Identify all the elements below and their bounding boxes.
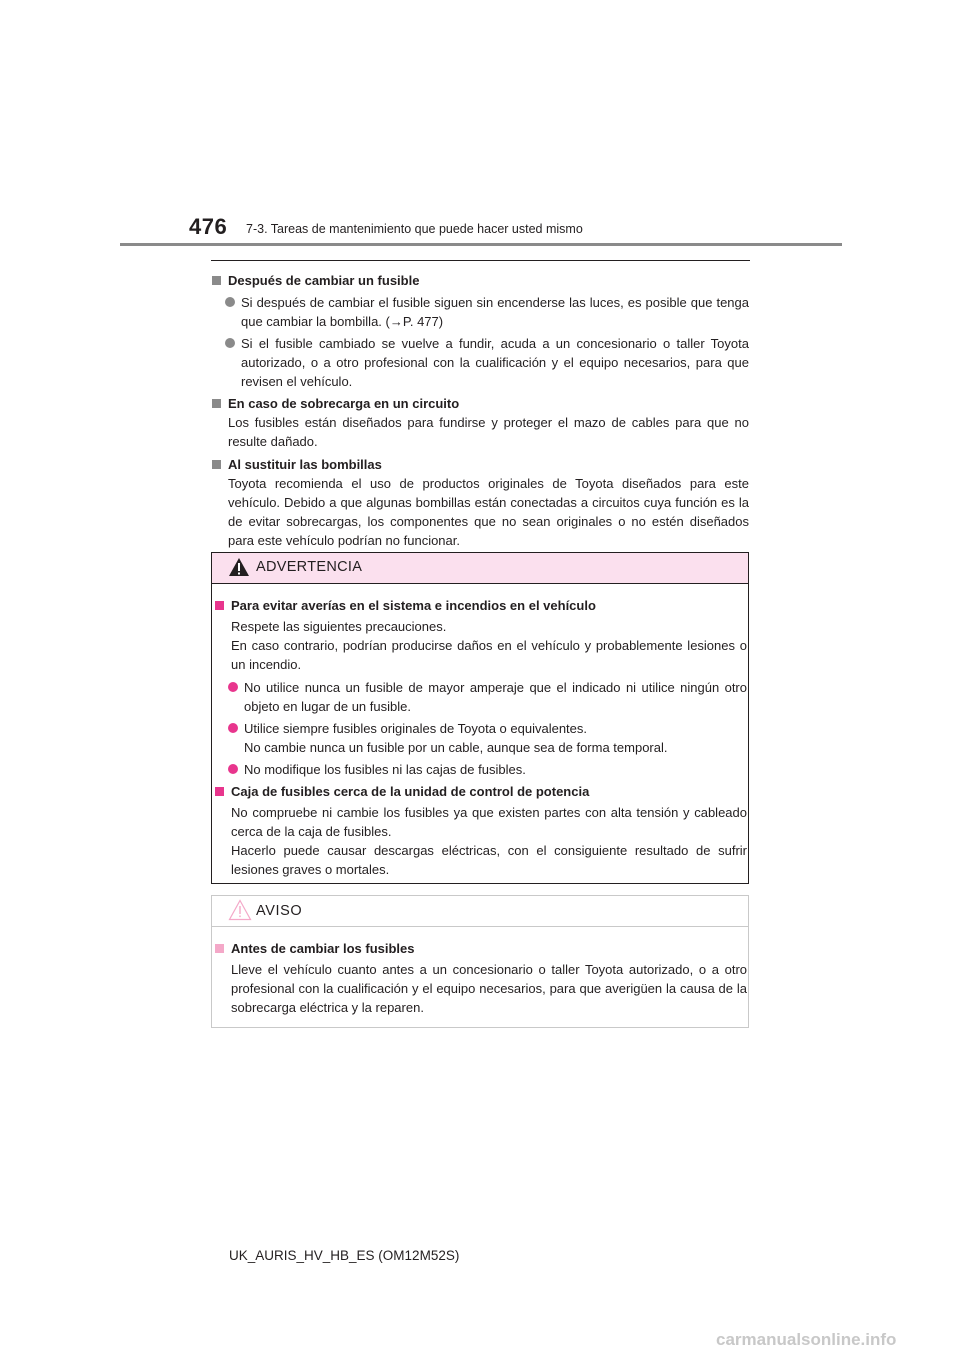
warning-triangle-icon: [228, 557, 250, 577]
section-title: Después de cambiar un fusible: [211, 271, 749, 290]
warning-header: [212, 553, 748, 584]
warning-section-title: Para evitar averías en el sistema e incendios en el vehículo: [214, 596, 747, 615]
warning-label: ADVERTENCIA: [256, 559, 363, 575]
list-item: Si después de cambiar el fusible siguen sin encenderse las luces, es posible que tenga que cambiar la bombilla. (→P. 477): [211, 293, 749, 331]
section-title: En caso de sobrecarga en un circuito: [211, 394, 749, 413]
warning-section-title: Caja de fusibles cerca de la unidad de control de potencia: [214, 782, 747, 801]
caution-section-title: Antes de cambiar los fusibles: [214, 939, 747, 958]
footer-model-code: UK_AURIS_HV_HB_ES (OM12M52S): [229, 1248, 460, 1263]
warning-text: En caso contrario, podrían producirse daños en el vehículo y probablemente lesiones o un incendio.: [231, 638, 747, 672]
square-bullet-icon: [215, 944, 224, 953]
square-bullet-icon: [212, 276, 221, 285]
list-item: No modifique los fusibles ni las cajas de fusibles.: [214, 760, 747, 779]
circle-bullet-icon: [228, 723, 238, 733]
section-text: Los fusibles están diseñados para fundirse y proteger el mazo de cables para que no resulte dañado.: [228, 415, 749, 449]
warning-text: No compruebe ni cambie los fusibles ya que existen partes con alta tensión y cableado cerca de la caja de fusibles.: [231, 805, 747, 839]
chapter-title: 7-3. Tareas de mantenimiento que puede hacer usted mismo: [246, 222, 583, 236]
caution-text: Lleve el vehículo cuanto antes a un concesionario o taller Toyota autorizado, o a otro profesional con la cualificación y el equipo necesarios, para que averigüen la causa de la sobrecarga eléctrica y la reparen.: [231, 962, 747, 1015]
square-bullet-icon: [215, 601, 224, 610]
warning-text: Respete las siguientes precauciones.: [231, 619, 447, 634]
circle-bullet-icon: [228, 764, 238, 774]
circle-bullet-icon: [225, 338, 235, 348]
list-item: Utilice siempre fusibles originales de Toyota o equivalentes. No cambie nunca un fusible por un cable, aunque sea de forma temporal.: [214, 719, 747, 757]
section-title: Al sustituir las bombillas: [211, 455, 749, 474]
square-bullet-icon: [212, 460, 221, 469]
page-number: 476: [189, 214, 228, 239]
circle-bullet-icon: [228, 682, 238, 692]
square-bullet-icon: [212, 399, 221, 408]
main-content: [211, 268, 749, 554]
caution-triangle-icon: [228, 899, 252, 921]
list-item: No utilice nunca un fusible de mayor amperaje que el indicado ni utilice ningún otro objeto en lugar de un fusible.: [214, 678, 747, 716]
list-item: Si el fusible cambiado se vuelve a fundir, acuda a un concesionario o taller Toyota autorizado, o a otro profesional con la cualificación y el equipo necesarios, para que revisen el vehículo.: [211, 334, 749, 391]
header-rule: [120, 243, 842, 246]
warning-text: Hacerlo puede causar descargas eléctricas, con el consiguiente resultado de sufrir lesiones graves o mortales.: [231, 843, 747, 877]
caution-body: [212, 936, 747, 1021]
warning-box: [211, 552, 749, 884]
circle-bullet-icon: [225, 297, 235, 307]
content-top-rule: [211, 260, 750, 261]
section-text: Toyota recomienda el uso de productos originales de Toyota diseñados para este vehículo. Debido a que algunas bombillas están conectadas a circuitos cuya función es la de evitar sobrecargas, los componentes que no sean originales o no estén diseñados para este vehículo podrían no funcionar.: [228, 476, 749, 548]
warning-body: [212, 593, 747, 883]
square-bullet-icon: [215, 787, 224, 796]
caution-box: [211, 895, 749, 1028]
watermark: carmanualsonline.info: [716, 1330, 897, 1349]
caution-label: AVISO: [256, 903, 303, 919]
caution-header: [212, 896, 748, 927]
